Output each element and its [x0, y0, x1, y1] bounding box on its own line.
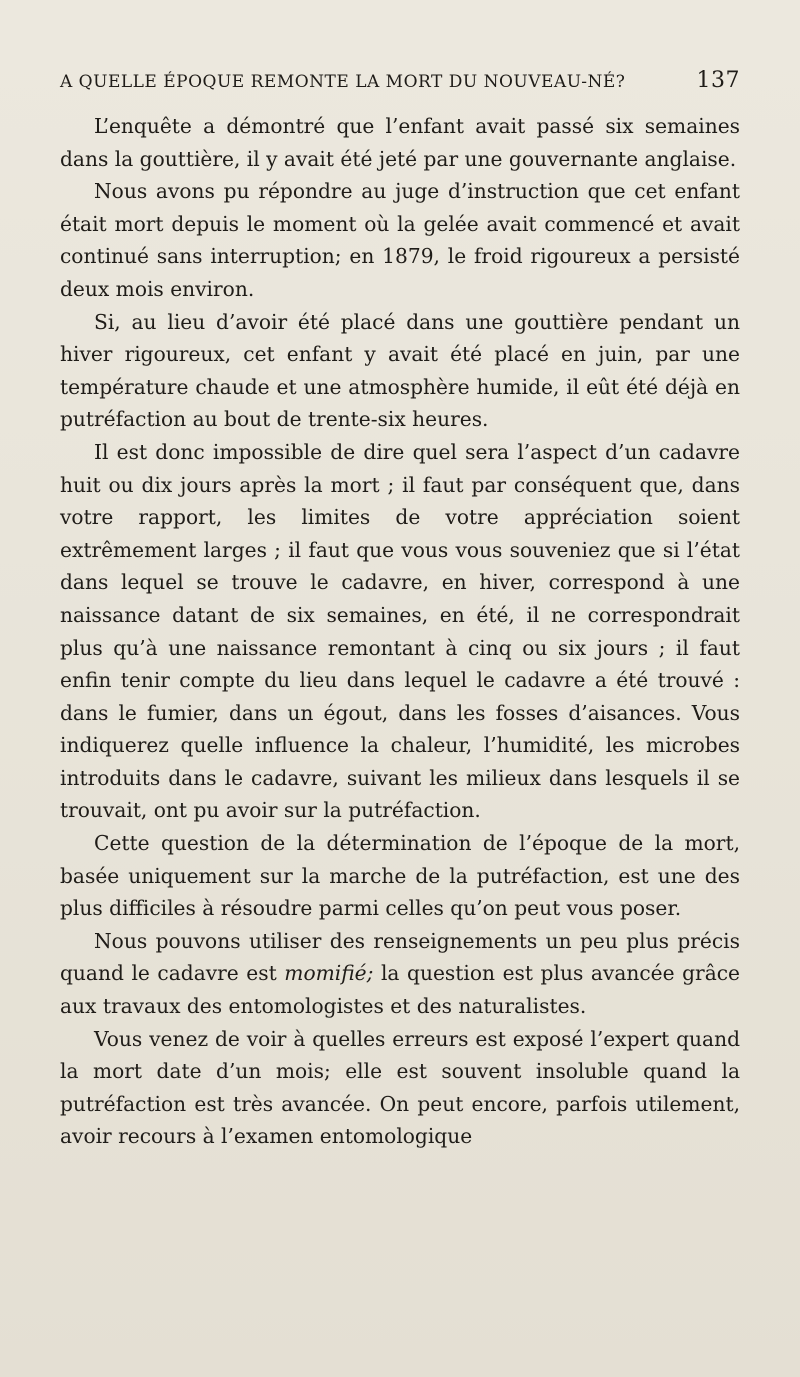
paragraph-1: L’enquête a démontré que l’enfant avait passé six semaines dans la gouttière, il y avait été jeté par une gouvernante anglaise. — [60, 114, 740, 171]
italic-term: momifié; — [284, 961, 374, 986]
paragraph-4: Il est donc impossible de dire quel sera l’aspect d’un cadavre huit ou dix jours après la mort ; il faut par conséquent que, dans votre rapport, les limites de votre appréciation soient extrêmement larges ; il faut que vous vous souveniez que si l’état dans lequel se trouve le cadavre, en hiver, correspond à une naissance datant de six semaines, en été, il ne correspondrait plus qu’à une naissance remontant à cinq ou six jours ; il faut enfin tenir compte du lieu dans lequel le cadavre a été trouvé : dans le fumier, dans un égout, dans les fosses d’aisances. Vous indiquerez quelle influence la chaleur, l’humidité, les microbes introduits dans le cadavre, suivant les milieux dans lesquels il se trouvait, ont pu avoir sur la putréfaction. — [60, 439, 740, 823]
paragraph-7: Vous venez de voir à quelles erreurs est exposé l’expert quand la mort date d’un mois; elle est souvent insoluble quand la putréfaction est très avancée. On peut encore, parfois utilement, avoir recours à l’examen entomologique — [60, 1026, 740, 1149]
paragraph-6-start: Nous pouvons utiliser des renseignements un peu plus précis quand le cadavre est — [60, 928, 740, 986]
paragraph-3: Si, au lieu d’avoir été placé dans une gouttière pendant un hiver rigoureux, cet enfant y avait été placé en juin, par une température chaude et une atmosphère humide, il eût été déjà en putréfaction au bout de trente-six heures. — [60, 309, 740, 432]
paragraph-5: Cette question de la détermination de l’époque de la mort, basée uniquement sur la marche de la putréfaction, est une des plus difficiles à résoudre parmi celles qu’on peut vous poser. — [60, 831, 740, 921]
running-head — [60, 68, 740, 92]
page-number: 137 — [696, 68, 740, 93]
paragraph-2: Nous avons pu répondre au juge d’instruction que cet enfant était mort depuis le moment où la gelée avait commencé et avait continué sans interruption; en 1879, le froid rigoureux a persisté deux mois environ. — [60, 179, 740, 301]
body-text — [60, 110, 740, 1153]
running-title: A QUELLE ÉPOQUE REMONTE LA MORT DU NOUVEAU-NÉ? — [60, 72, 626, 92]
paragraph-6-end: la question est plus avancée grâce aux travaux des entomologistes et des naturalistes. — [60, 961, 740, 1019]
paragraph-6 — [60, 925, 740, 1023]
